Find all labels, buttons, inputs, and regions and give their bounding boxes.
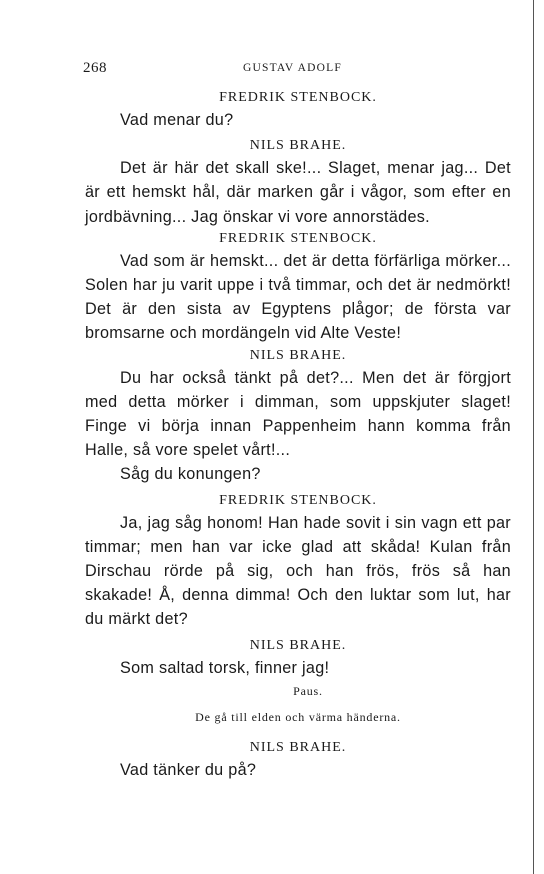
speech-line: Som saltad torsk, finner jag! (120, 658, 330, 677)
speaker-name: FREDRIK STENBOCK. (219, 230, 377, 246)
speaker-name: NILS BRAHE. (249, 347, 347, 363)
speech-line: Vad som är hemskt... det är detta förfärliga mörker... Solen har ju varit uppe i två timmar, och det är nedmörkt! Det är den sista av Egyptens plågor; de första var bromsarne och mordängeln vid Alte Veste! (85, 251, 511, 343)
page-edge-line (533, 0, 534, 874)
speaker-name: NILS BRAHE. (249, 739, 347, 755)
speech-line: Du har också tänkt på det?... Men det är förgjort med detta mörker i dimman, som uppskjuter slaget! Finge vi börja innan Pappenheim hann komma från Halle, så vore spelet vårt!... (85, 368, 511, 460)
page-header (83, 60, 483, 80)
speaker-name: NILS BRAHE. (249, 637, 347, 653)
speech-line: Såg du konungen? (120, 465, 261, 484)
speaker-name: FREDRIK STENBOCK. (219, 90, 377, 105)
speaker-name: FREDRIK STENBOCK. (219, 492, 377, 508)
page-number: 268 (83, 60, 107, 76)
speech-line: Det är här det skall ske!... Slaget, menar jag... Det är ett hemskt hål, där marken går i vågor, som efter en jordbävning... Jag önskar vi vore annorstädes. (85, 159, 511, 226)
speech-line: Vad tänker du på? (120, 760, 257, 779)
speaker-name: NILS BRAHE. (249, 138, 347, 154)
speech-line: Vad menar du? (120, 111, 234, 129)
stage-direction: Paus. (293, 683, 323, 698)
running-title: GUSTAV ADOLF (243, 62, 343, 74)
speech-line: Ja, jag såg honom! Han hade sovit i sin vagn ett par timmar; men han var icke glad att skåda! Kulan från Dirschau rörde på sig, och han frös, frös så han skakade! Å, denna dimma! Och den luktar som lut, har du märkt det? (85, 513, 511, 629)
play-text (85, 88, 511, 782)
stage-direction: De gå till elden och värma händerna. (195, 709, 401, 724)
